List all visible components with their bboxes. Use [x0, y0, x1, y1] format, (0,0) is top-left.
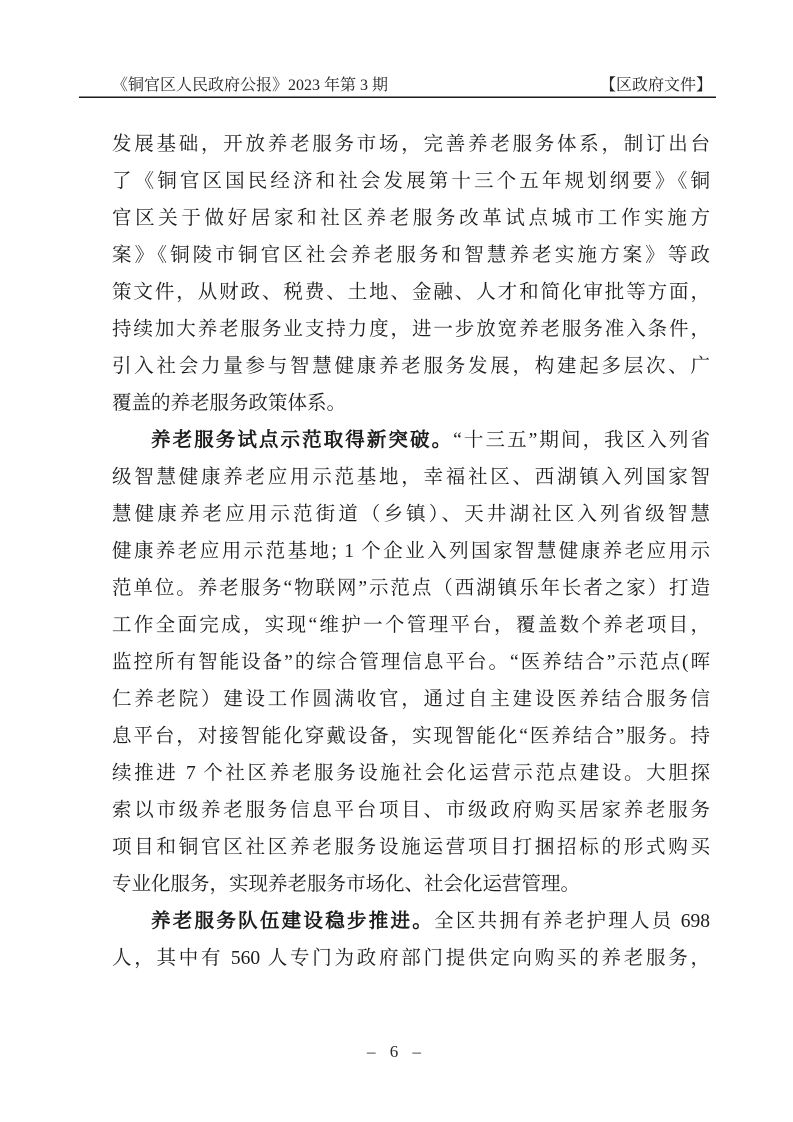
page-footer: [0, 1042, 793, 1062]
text-line: 发展基础，开放养老服务市场，完善养老服务体系，制订出台: [112, 134, 710, 155]
text-line: 监控所有智能设备”的综合管理信息平台。“医养结合”示范点(晖: [112, 652, 710, 673]
text-line: 索以市级养老服务信息平台项目、市级政府购买居家养老服务: [112, 800, 710, 821]
text-line: 续推进 7 个社区养老服务设施社会化运营示范点建设。大胆探: [112, 763, 710, 784]
text-line: 范单位。养老服务“物联网”示范点（西湖镇乐年长者之家）打造: [112, 578, 710, 599]
text-line: 专业化服务，实现养老服务市场化、社会化运营管理。: [112, 874, 581, 895]
text-line: 引入社会力量参与智慧健康养老服务发展，构建起多层次、广: [112, 356, 710, 377]
text-line: 慧健康养老应用示范街道（乡镇）、天井湖社区入列省级智慧: [112, 504, 710, 525]
document-body: [112, 126, 710, 977]
text-line: 项目和铜官区社区养老服务设施运营项目打捆招标的形式购买: [112, 837, 710, 858]
text-line: 养老服务试点示范取得新突破。“十三五”期间，我区入列省: [151, 430, 710, 451]
text-line: 息平台，对接智能化穿戴设备，实现智能化“医养结合”服务。持: [112, 726, 710, 747]
text-line: 覆盖的养老服务政策体系。: [112, 393, 347, 414]
page-header: [112, 72, 712, 95]
text-line: 人，其中有 560 人专门为政府部门提供定向购买的养老服务，: [112, 948, 710, 969]
header-rule: [79, 96, 716, 98]
text-line: 官区关于做好居家和社区养老服务改革试点城市工作实施方: [112, 208, 710, 229]
text-line: 养老服务队伍建设稳步推进。全区共拥有养老护理人员 698: [151, 911, 710, 932]
text-line: 策文件，从财政、税费、土地、金融、人才和简化审批等方面，: [112, 282, 710, 303]
text-line: 案》《铜陵市铜官区社会养老服务和智慧养老实施方案》等政: [112, 245, 710, 266]
text-line: 健康养老应用示范基地; 1 个企业入列国家智慧健康养老应用示: [112, 541, 710, 562]
text-line: 工作全面完成，实现“维护一个管理平台，覆盖数个养老项目，: [112, 615, 710, 636]
gazette-title: 《铜官区人民政府公报》2023 年第 3 期: [112, 77, 389, 94]
page-number: – 6 –: [367, 1042, 426, 1061]
text-line: 仁养老院）建设工作圆满收官，通过自主建设医养结合服务信: [112, 689, 710, 710]
text-line: 了《铜官区国民经济和社会发展第十三个五年规划纲要》《铜: [112, 171, 710, 192]
text-line: 持续加大养老服务业支持力度，进一步放宽养老服务准入条件，: [112, 319, 710, 340]
paragraph-lead-bold: 养老服务队伍建设稳步推进。: [151, 911, 435, 932]
text-line: 级智慧健康养老应用示范基地，幸福社区、西湖镇入列国家智: [112, 467, 710, 488]
section-tag: 【区政府文件】: [599, 77, 712, 94]
paragraph-lead-bold: 养老服务试点示范取得新突破。: [151, 430, 454, 451]
